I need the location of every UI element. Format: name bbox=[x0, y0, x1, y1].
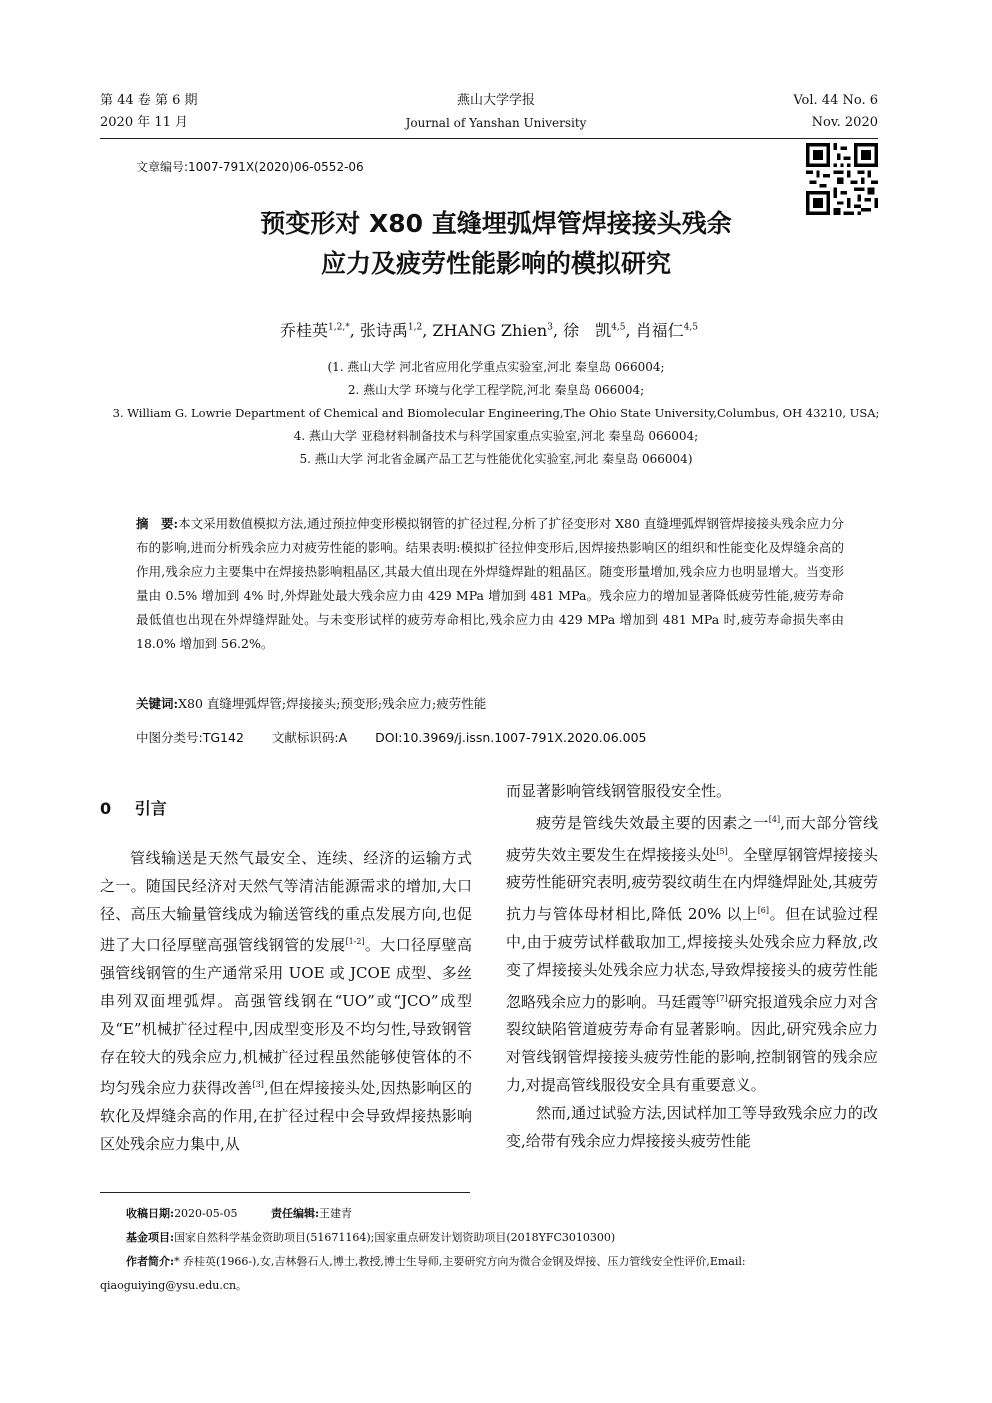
author-affil-mark: 4,5 bbox=[683, 322, 698, 333]
left-column bbox=[100, 845, 472, 1159]
paragraph bbox=[100, 845, 472, 1159]
received-value: 2020-05-05 bbox=[174, 1207, 238, 1220]
footnote-rule bbox=[100, 1192, 470, 1193]
paragraph-text: 研究报道残余应力对含裂纹缺陷管道疲劳寿命有显著影响。因此,研究残余应力对管线钢管焊接接头疲劳性能的影响,控制钢管的残余应力,对提高管线服役安全具有重要意义。 bbox=[506, 992, 878, 1094]
clc-number: 中图分类号:TG142 bbox=[136, 730, 244, 745]
author-email: qiaoguiying@ysu.edu.cn。 bbox=[100, 1279, 248, 1292]
citation: [6] bbox=[757, 906, 770, 916]
author-affil-mark: 1,2 bbox=[407, 322, 423, 333]
affiliation-line: 3. William G. Lowrie Department of Chemical and Biomolecular Engineering,The Ohio State University,Columbus, OH 43210, USA; bbox=[112, 406, 880, 420]
classification bbox=[136, 728, 844, 746]
article-number: 文章编号:1007-791X(2020)06-0552-06 bbox=[136, 160, 364, 174]
received-date bbox=[100, 1202, 878, 1226]
journal-name-cn: 燕山大学学报 bbox=[456, 93, 535, 108]
editor-label: 责任编辑: bbox=[270, 1207, 320, 1220]
author-name: 肖福仁 bbox=[635, 321, 684, 340]
title-line-2: 应力及疲劳性能影响的模拟研究 bbox=[320, 249, 671, 278]
header-center bbox=[300, 90, 692, 134]
affiliation-line: 2. 燕山大学 环境与化学工程学院,河北 秦皇岛 066004; bbox=[347, 383, 645, 397]
journal-name-en: Journal of Yanshan University bbox=[405, 116, 587, 130]
affiliation-line: 4. 燕山大学 亚稳材料制备技术与科学国家重点实验室,河北 秦皇岛 066004; bbox=[293, 429, 699, 443]
volume-issue: 第 44 卷 第 6 期 bbox=[100, 93, 198, 108]
author-affil-mark: 1,2,* bbox=[328, 322, 350, 333]
abstract-label: 摘 要: bbox=[136, 516, 179, 531]
footnotes bbox=[100, 1202, 878, 1298]
editor-value: 王建青 bbox=[319, 1207, 353, 1220]
author-bio bbox=[100, 1250, 878, 1274]
header-left bbox=[100, 90, 197, 134]
paragraph: 而显著影响管线钢管服役安全性。 bbox=[506, 782, 732, 800]
citation: [3] bbox=[252, 1080, 264, 1090]
issue-date-en: Nov. 2020 bbox=[811, 115, 878, 130]
section-title: 引言 bbox=[134, 799, 167, 818]
paper-title bbox=[130, 204, 862, 284]
paragraph: 然而,通过试验方法,因试样加工等导致残余应力的改变,给带有残余应力焊接接头疲劳性能 bbox=[506, 1103, 878, 1150]
affiliation-line: 5. 燕山大学 河北省金属产品工艺与性能优化实验室,河北 秦皇岛 066004) bbox=[299, 452, 693, 466]
keywords-text: X80 直缝埋弧焊管;焊接接头;预变形;残余应力;疲劳性能 bbox=[178, 696, 487, 711]
keywords-label: 关键词: bbox=[136, 696, 179, 711]
paragraph-text: 管线输送是天然气最安全、连续、经济的运输方式之一。随国民经济对天然气等清洁能源需求的增加,大口径、高压大输量管线成为输送管线的重点发展方向,也促进了大口径厚壁高强管线钢管的发展 bbox=[100, 849, 472, 955]
issue-date: 2020 年 11 月 bbox=[100, 115, 189, 130]
author-list: 乔桂英$^{1,2,*}$, 张诗禹$^{1,2}$, ZHANG Zhien$^3$, 徐 凯$^{4,5}$, 肖福仁$^{4,5}$ bbox=[280, 321, 698, 340]
citation: [4] bbox=[768, 814, 781, 824]
author-name: ZHANG Zhien bbox=[432, 321, 548, 340]
paragraph-text: 疲劳是管线失效最主要的因素之一 bbox=[536, 813, 769, 832]
citation: [1-2] bbox=[345, 937, 365, 947]
header-right bbox=[793, 90, 878, 134]
paragraph bbox=[506, 806, 878, 1100]
abstract-text: 本文采用数值模拟方法,通过预拉伸变形模拟钢管的扩径过程,分析了扩径变形对 X80 直缝埋弧焊钢管焊接接头残余应力分布的影响,进而分析残余应力对疲劳性能的影响。结果表明:模拟扩径拉伸变形后,因焊接热影响区的组织和性能变化及焊缝余高的作用,残余应力主要集中在焊接热影响粗晶区,其最大值出现在外焊缝焊趾的粗晶区。随变形量增加,残余应力也明显增大。当变形量由 0.5% 增加到 4% 时,外焊趾处最大残余应力由 429 MPa 增加到 481 MPa。残余应力的增加显著降低疲劳性能,疲劳寿命最低值也出现在外焊缝焊趾处。与未变形试样的疲劳寿命相比,残余应力由 429 MPa 增加到 481 MPa 时,疲劳寿命损失率由 18.0% 增加到 56.2%。 bbox=[136, 516, 844, 651]
document-code: 文献标识码:A bbox=[271, 730, 348, 745]
fund-info bbox=[100, 1226, 878, 1250]
affiliations bbox=[80, 356, 912, 471]
author-name: 乔桂英 bbox=[280, 321, 329, 340]
paragraph-text: ,但在焊接接头处,因热影响区的软化及焊缝余高的作用,在扩径过程中会导致焊接热影响区处残余应力集中,从 bbox=[100, 1079, 472, 1153]
citation: [7] bbox=[716, 993, 728, 1003]
abstract bbox=[136, 512, 844, 656]
paragraph-text: ,而大部分管线疲劳失效主要发生在焊接接头处 bbox=[506, 813, 878, 864]
author-name: 张诗禹 bbox=[359, 321, 408, 340]
fund-label: 基金项目: bbox=[126, 1231, 175, 1244]
author-name: 徐 凯 bbox=[563, 321, 612, 340]
paragraph-text: 。全壁厚钢管焊接接头疲劳性能研究表明,疲劳裂纹萌生在内焊缝焊趾处,其疲劳抗力与管体母材相比,降低 20% 以上 bbox=[506, 845, 878, 924]
author-bio-text: * 乔桂英(1966-),女,吉林磐石人,博士,教授,博士生导师,主要研究方向为微合金钢及焊接、压力管线安全性评价,Email: bbox=[174, 1255, 746, 1268]
keywords bbox=[136, 694, 844, 712]
fund-value: 国家自然科学基金资助项目(51671164);国家重点研发计划资助项目(2018YFC3010300) bbox=[174, 1231, 616, 1244]
paragraph-text: 。但在试验过程中,由于疲劳试样截取加工,焊接接头处残余应力释放,改变了焊接接头处残余应力状态,导致焊接接头的疲劳性能忽略残余应力的影响。马廷霞等 bbox=[506, 905, 878, 1011]
author-affil-mark: 4,5 bbox=[611, 322, 626, 333]
section-number: 0 bbox=[100, 799, 112, 818]
header-rule bbox=[100, 138, 878, 139]
affiliation-line: (1. 燕山大学 河北省应用化学重点实验室,河北 秦皇岛 066004; bbox=[327, 360, 665, 374]
doi: DOI:10.3969/j.issn.1007-791X.2020.06.005 bbox=[375, 730, 647, 745]
author-bio-label: 作者简介: bbox=[126, 1255, 175, 1268]
right-column bbox=[506, 778, 878, 1155]
author-affil-mark: 3 bbox=[547, 322, 553, 333]
title-line-1: 预变形对 X80 直缝埋弧焊管焊接接头残余 bbox=[260, 209, 732, 238]
volume-issue-en: Vol. 44 No. 6 bbox=[793, 93, 878, 108]
received-label: 收稿日期: bbox=[126, 1207, 175, 1220]
section-heading bbox=[100, 796, 167, 819]
citation: [5] bbox=[716, 846, 728, 856]
paragraph-text: 。大口径厚壁高强管线钢管的生产通常采用 UOE 或 JCOE 成型、多丝串列双面埋弧焊。高强管线钢在“UO”或“JCO”成型及“E”机械扩径过程中,因成型变形及不均匀性,导致钢管存在较大的残余应力,机械扩径过程虽然能够使管体的不均匀残余应力获得改善 bbox=[100, 936, 472, 1098]
